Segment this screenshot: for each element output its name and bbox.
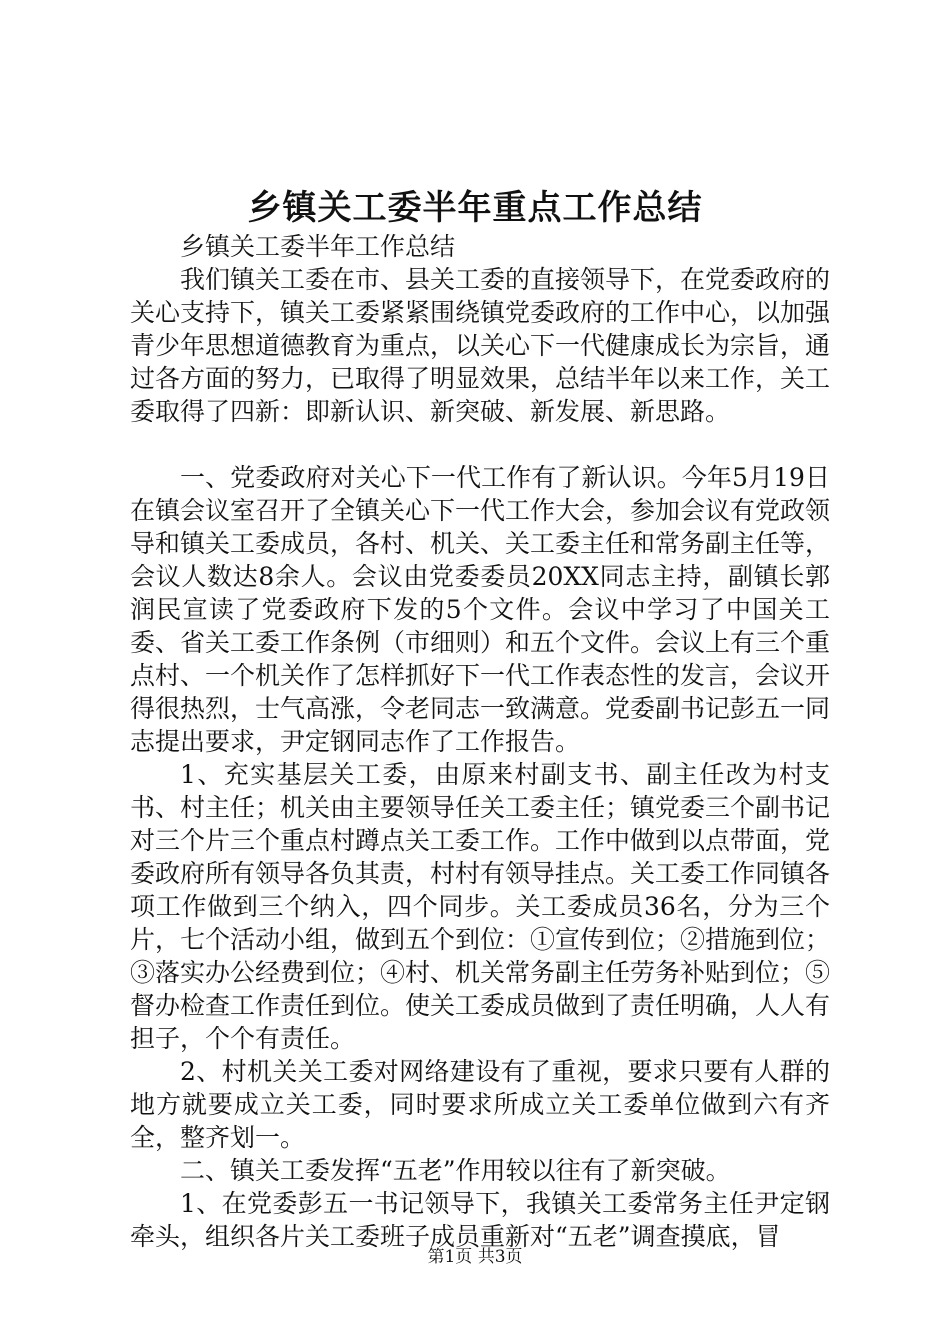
paragraph-item-1-1: 1、充实基层关工委，由原来村副支书、副主任改为村支书、村主任；机关由主要领导任关工委主任；镇党委三个副书记对三个片三个重点村蹲点关工委工作。工作中做到以点带面，党委政府所有领导各负其责，村村有领导挂点。关工委工作同镇各项工作做到三个纳入，四个同步。关工委成员36名，分为三个片，七个活动小组，做到五个到位：①宣传到位；②措施到位；③落实办公经费到位；④村、机关常务副主任劳务补贴到位；⑤督办检查工作责任到位。使关工委成员做到了责任明确，人人有担子，个个有责任。 (130, 760, 831, 1053)
paragraph-intro: 我们镇关工委在市、县关工委的直接领导下，在党委政府的关心支持下，镇关工委紧紧围绕镇党委政府的工作中心，以加强青少年思想道德教育为重点，以关心下一代健康成长为宗旨，通过各方面的努力，已取得了明显效果，总结半年以来工作，关工委取得了四新：即新认识、新突破、新发展、新思路。 (130, 265, 831, 426)
document-title: 乡镇关工委半年重点工作总结 (247, 188, 703, 228)
paragraph-item-2-1: 1、在党委彭五一书记领导下，我镇关工委常务主任尹定钢牵头，组织各片关工委班子成员重新对“五老”调查摸底，冒 (130, 1189, 830, 1251)
paragraph-subtitle: 乡镇关工委半年工作总结 (180, 232, 456, 261)
paragraph-section-1: 一、党委政府对关心下一代工作有了新认识。今年5月19日在镇会议室召开了全镇关心下一代工作大会，参加会议有党政领导和镇关工委成员，各村、机关、关工委主任和常务副主任等，会议人数达8余人。会议由党委委员20XX同志主持，副镇长郭润民宣读了党委政府下发的5个文件。会议中学习了中国关工委、省关工委工作条例（市细则）和五个文件。会议上有三个重点村、一个机关作了怎样抓好下一代工作表态性的发言，会议开得很热烈，士气高涨，令老同志一致满意。党委副书记彭五一同志提出要求，尹定钢同志作了工作报告。 (130, 463, 831, 756)
document-body (130, 230, 830, 1253)
page-footer: 第1页 共3页 (427, 1247, 523, 1267)
paragraph-section-2: 二、镇关工委发挥“五老”作用较以往有了新突破。 (180, 1156, 731, 1185)
paragraph-item-1-2: 2、村机关关工委对网络建设有了重视，要求只要有人群的地方就要成立关工委，同时要求所成立关工委单位做到六有齐全，整齐划一。 (130, 1057, 830, 1152)
